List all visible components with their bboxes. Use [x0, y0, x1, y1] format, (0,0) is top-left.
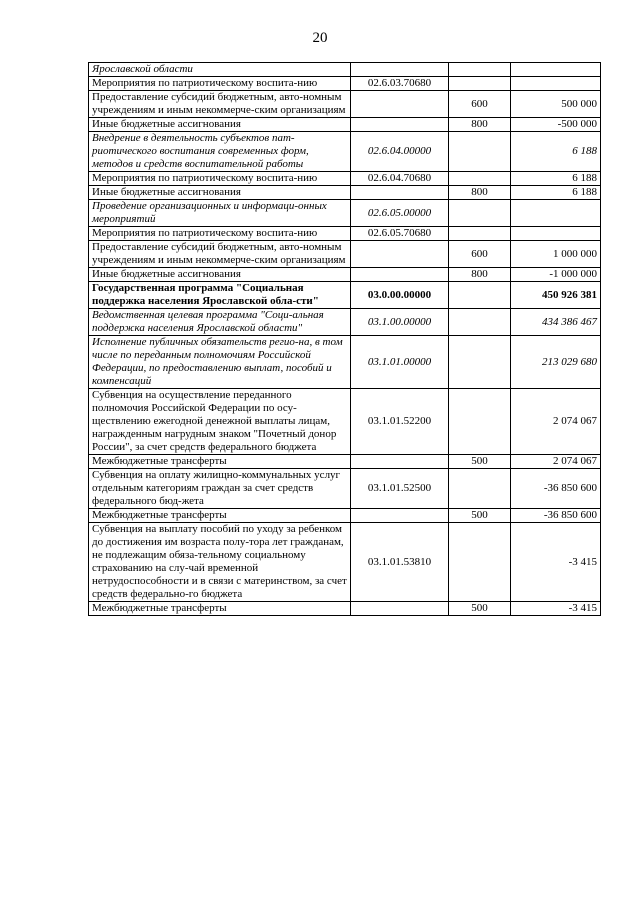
row-code-cell [351, 186, 449, 200]
row-type-cell [449, 63, 511, 77]
table-row [89, 389, 601, 455]
row-type-cell: 500 [449, 455, 511, 469]
row-code-cell: 02.6.05.00000 [351, 200, 449, 227]
row-code-cell: 02.6.04.70680 [351, 172, 449, 186]
row-sum-cell: 450 926 381 [511, 282, 601, 309]
table-row [89, 241, 601, 268]
row-name-cell: Иные бюджетные ассигнования [89, 268, 351, 282]
row-sum-cell: 2 074 067 [511, 455, 601, 469]
table-row [89, 282, 601, 309]
row-sum-cell: 434 386 467 [511, 309, 601, 336]
row-name-cell: Субвенция на оплату жилищно-коммунальных услуг отдельным категориям граждан за счет средств федерального бюд-жета [89, 469, 351, 509]
row-code-cell: 02.6.05.70680 [351, 227, 449, 241]
table-row [89, 118, 601, 132]
page-number: 20 [312, 30, 328, 46]
row-name-cell: Предоставление субсидий бюджетным, авто-номным учреждениям и иным некоммерче-ским организациям [89, 241, 351, 268]
row-code-cell [351, 241, 449, 268]
row-type-cell: 600 [449, 91, 511, 118]
row-code-cell [351, 91, 449, 118]
row-sum-cell: 500 000 [511, 91, 601, 118]
table-row [89, 77, 601, 91]
row-name-cell: Субвенция на выплату пособий по уходу за ребенком до достижения им возраста полу-тора лет гражданам, не подлежащим обяза-тельному социальному страхованию на слу-чай временной нетрудоспособности и в связи с материнством, за счет средств федерально-го бюджета [89, 523, 351, 602]
row-code-cell: 02.6.03.70680 [351, 77, 449, 91]
table-row [89, 602, 601, 616]
row-sum-cell: 6 188 [511, 172, 601, 186]
row-sum-cell: 213 029 680 [511, 336, 601, 389]
row-type-cell [449, 172, 511, 186]
row-name-cell: Мероприятия по патриотическому воспита-нию [89, 227, 351, 241]
row-code-cell [351, 268, 449, 282]
row-code-cell: 03.0.00.00000 [351, 282, 449, 309]
row-sum-cell [511, 77, 601, 91]
row-type-cell: 500 [449, 602, 511, 616]
table-row [89, 336, 601, 389]
row-type-cell [449, 523, 511, 602]
row-sum-cell: -36 850 600 [511, 509, 601, 523]
row-sum-cell: -500 000 [511, 118, 601, 132]
row-type-cell [449, 200, 511, 227]
table-row [89, 523, 601, 602]
row-name-cell: Исполнение публичных обязательств регио-на, в том числе по переданным полномочиям Российской Федерации, по предоставлению выплат, пособий и компенсаций [89, 336, 351, 389]
row-name-cell: Ярославской области [89, 63, 351, 77]
table-row [89, 509, 601, 523]
row-name-cell: Внедрение в деятельность субъектов пат-риотического воспитания современных форм, методов и средств воспитательной работы [89, 132, 351, 172]
row-code-cell: 03.1.01.53810 [351, 523, 449, 602]
row-type-cell [449, 282, 511, 309]
table-row [89, 63, 601, 77]
table-row [89, 309, 601, 336]
row-sum-cell: 6 188 [511, 186, 601, 200]
row-type-cell [449, 336, 511, 389]
row-type-cell [449, 309, 511, 336]
budget-table [88, 62, 601, 616]
table-row [89, 132, 601, 172]
row-sum-cell: 1 000 000 [511, 241, 601, 268]
row-type-cell [449, 77, 511, 91]
table-row [89, 455, 601, 469]
row-sum-cell: -3 415 [511, 602, 601, 616]
row-name-cell: Межбюджетные трансферты [89, 455, 351, 469]
row-code-cell: 03.1.01.52500 [351, 469, 449, 509]
row-type-cell: 800 [449, 118, 511, 132]
row-sum-cell: 2 074 067 [511, 389, 601, 455]
table-row [89, 186, 601, 200]
row-code-cell: 02.6.04.00000 [351, 132, 449, 172]
table-row [89, 172, 601, 186]
row-sum-cell: -1 000 000 [511, 268, 601, 282]
row-code-cell [351, 118, 449, 132]
row-code-cell: 03.1.01.00000 [351, 336, 449, 389]
row-code-cell: 03.1.01.52200 [351, 389, 449, 455]
row-sum-cell [511, 200, 601, 227]
table-row [89, 268, 601, 282]
row-code-cell [351, 63, 449, 77]
row-type-cell [449, 227, 511, 241]
row-type-cell [449, 469, 511, 509]
row-type-cell [449, 389, 511, 455]
table-row [89, 469, 601, 509]
row-name-cell: Межбюджетные трансферты [89, 509, 351, 523]
row-name-cell: Мероприятия по патриотическому воспита-нию [89, 172, 351, 186]
row-sum-cell: -3 415 [511, 523, 601, 602]
row-sum-cell [511, 63, 601, 77]
row-name-cell: Предоставление субсидий бюджетным, авто-номным учреждениям и иным некоммерче-ским организациям [89, 91, 351, 118]
row-type-cell: 800 [449, 268, 511, 282]
row-name-cell: Государственная программа "Социальная поддержка населения Ярославской обла-сти" [89, 282, 351, 309]
row-type-cell: 800 [449, 186, 511, 200]
row-name-cell: Ведомственная целевая программа "Соци-альная поддержка населения Ярославской области" [89, 309, 351, 336]
table-row [89, 227, 601, 241]
row-code-cell [351, 509, 449, 523]
row-type-cell: 600 [449, 241, 511, 268]
row-type-cell [449, 132, 511, 172]
row-name-cell: Субвенция на осуществление переданного полномочия Российской Федерации по осу-ществлению ежегодной денежной выплаты лицам, награжденным нагрудным знаком "Почетный донор России", за счет средств федерального бюджета [89, 389, 351, 455]
row-type-cell: 500 [449, 509, 511, 523]
row-code-cell [351, 455, 449, 469]
row-name-cell: Межбюджетные трансферты [89, 602, 351, 616]
table-row [89, 200, 601, 227]
row-name-cell: Иные бюджетные ассигнования [89, 186, 351, 200]
row-sum-cell [511, 227, 601, 241]
budget-table-body [89, 63, 601, 616]
row-sum-cell: -36 850 600 [511, 469, 601, 509]
row-code-cell: 03.1.00.00000 [351, 309, 449, 336]
row-name-cell: Проведение организационных и информаци-онных мероприятий [89, 200, 351, 227]
table-row [89, 91, 601, 118]
row-name-cell: Мероприятия по патриотическому воспита-нию [89, 77, 351, 91]
row-code-cell [351, 602, 449, 616]
row-sum-cell: 6 188 [511, 132, 601, 172]
row-name-cell: Иные бюджетные ассигнования [89, 118, 351, 132]
